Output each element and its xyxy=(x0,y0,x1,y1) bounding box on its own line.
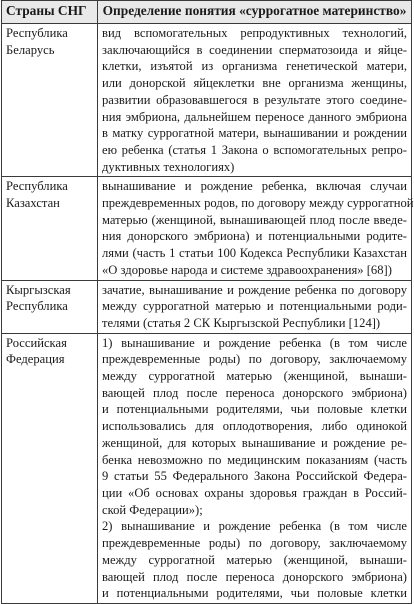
definition-line: между суррогатной матерью (женщиной, вынаши- xyxy=(102,369,407,384)
definition-cell xyxy=(98,24,412,177)
definition-line: женщиной, для которых вынашивание и рождение ре- xyxy=(102,435,407,450)
country-cell xyxy=(2,177,98,280)
definition-line: использовались для оплодотворения, либо одинокой xyxy=(102,419,407,434)
definition-line: телями (статья 2 СК Кыргызской Республики [124]) xyxy=(102,315,381,330)
definition-line: и потенциальными родителями, чьи половые клетки xyxy=(102,402,407,417)
table-row xyxy=(2,24,412,177)
definition-line: вид вспомогательных репродуктивных технологий, xyxy=(102,26,407,40)
definition-line: вающей плод после переноса донорского эмбриона) xyxy=(102,385,407,400)
surrogacy-definitions-table xyxy=(1,0,412,604)
definition-line: между суррогатной матерью и потенциальными роди- xyxy=(102,299,407,314)
country-cell xyxy=(2,333,98,603)
definition-line: 9 статьи 55 Федерального Закона Российской Федера- xyxy=(102,469,407,484)
definition-cell xyxy=(98,280,412,333)
definition-line: вающей плод после переноса донорского эмбриона) xyxy=(102,569,407,584)
country-name-line: Республика xyxy=(6,179,68,194)
country-name-line: Беларусь xyxy=(6,42,55,57)
table-row xyxy=(2,177,412,280)
table-row xyxy=(2,280,412,333)
country-name-line: Республика xyxy=(6,26,68,40)
definition-line: клетки, изъятой из организма генетической матери, xyxy=(102,59,407,74)
header-definition: Определение понятия «суррогатное материнство» xyxy=(98,1,412,24)
country-name-line: Федерация xyxy=(6,352,65,367)
definition-line: между суррогатной матерью (женщиной, вынаши- xyxy=(102,552,407,567)
definition-line: или донорской яйцеклетки вне организма женщины, xyxy=(102,76,407,91)
header-country: Страны СНГ xyxy=(2,1,98,24)
definition-line: матерью (женщиной, вынашивающей плод после введе- xyxy=(102,212,407,227)
country-cell xyxy=(2,280,98,333)
country-name-line: Российская xyxy=(6,335,67,350)
definition-cell xyxy=(98,177,412,280)
table-row xyxy=(2,333,412,603)
definition-line: лями (часть 1 статьи 100 Кодекса Республики Казахстан xyxy=(102,246,407,261)
definition-line: и потенциальными родителями, чьи половые клетки xyxy=(102,586,407,601)
definition-line: ции «Об основах охраны здоровья граждан в Россий- xyxy=(102,485,407,500)
definition-line: преждевременные роды) по договору, заключаемому xyxy=(102,352,407,367)
definition-cell xyxy=(98,333,412,603)
definition-line: зачатие, вынашивание и рождение ребенка по договору xyxy=(102,282,407,297)
definition-line: вынашивание и рождение ребенка, включая случаи xyxy=(102,179,407,194)
definition-line: преждевременных родов, по договору между суррогатной xyxy=(102,196,414,211)
definition-line: ской Федерации»); xyxy=(102,502,203,517)
definition-line: дуктивных технологиях) xyxy=(102,159,235,174)
definition-line: преждевременные роды) по договору, заключаемому xyxy=(102,536,407,551)
definition-line: ею ребенка (статья 1 Закона о вспомогательных репро- xyxy=(102,142,407,157)
table-header-row xyxy=(2,1,412,24)
country-name-line: Казахстан xyxy=(6,196,60,211)
country-name-line: Кыргызская xyxy=(6,282,71,297)
definition-line: 1) вынашивание и рождение ребенка (в том числе xyxy=(102,335,407,350)
definition-line: бенка невозможно по медицинским показаниям (часть xyxy=(102,452,407,467)
definition-line: в матку суррогатной матери, вынашивании и рождении xyxy=(102,126,407,141)
definition-line: «О здоровье народа и системе здравоохранения» [68]) xyxy=(102,262,392,277)
definition-line: заключающийся в соединении сперматозоида и яйце- xyxy=(102,42,407,57)
definition-line: ния эмбриона, дальнейшем переносе данного эмбриона xyxy=(102,109,407,124)
country-cell xyxy=(2,24,98,177)
country-name-line: Республика xyxy=(6,299,68,314)
definition-line: 2) вынашивание и рождение ребенка (в том числе xyxy=(102,519,407,534)
definition-line: развитии образовавшегося в результате этого соедине- xyxy=(102,92,407,107)
definition-line: ния донорского эмбриона) и потенциальными родите- xyxy=(102,229,407,244)
